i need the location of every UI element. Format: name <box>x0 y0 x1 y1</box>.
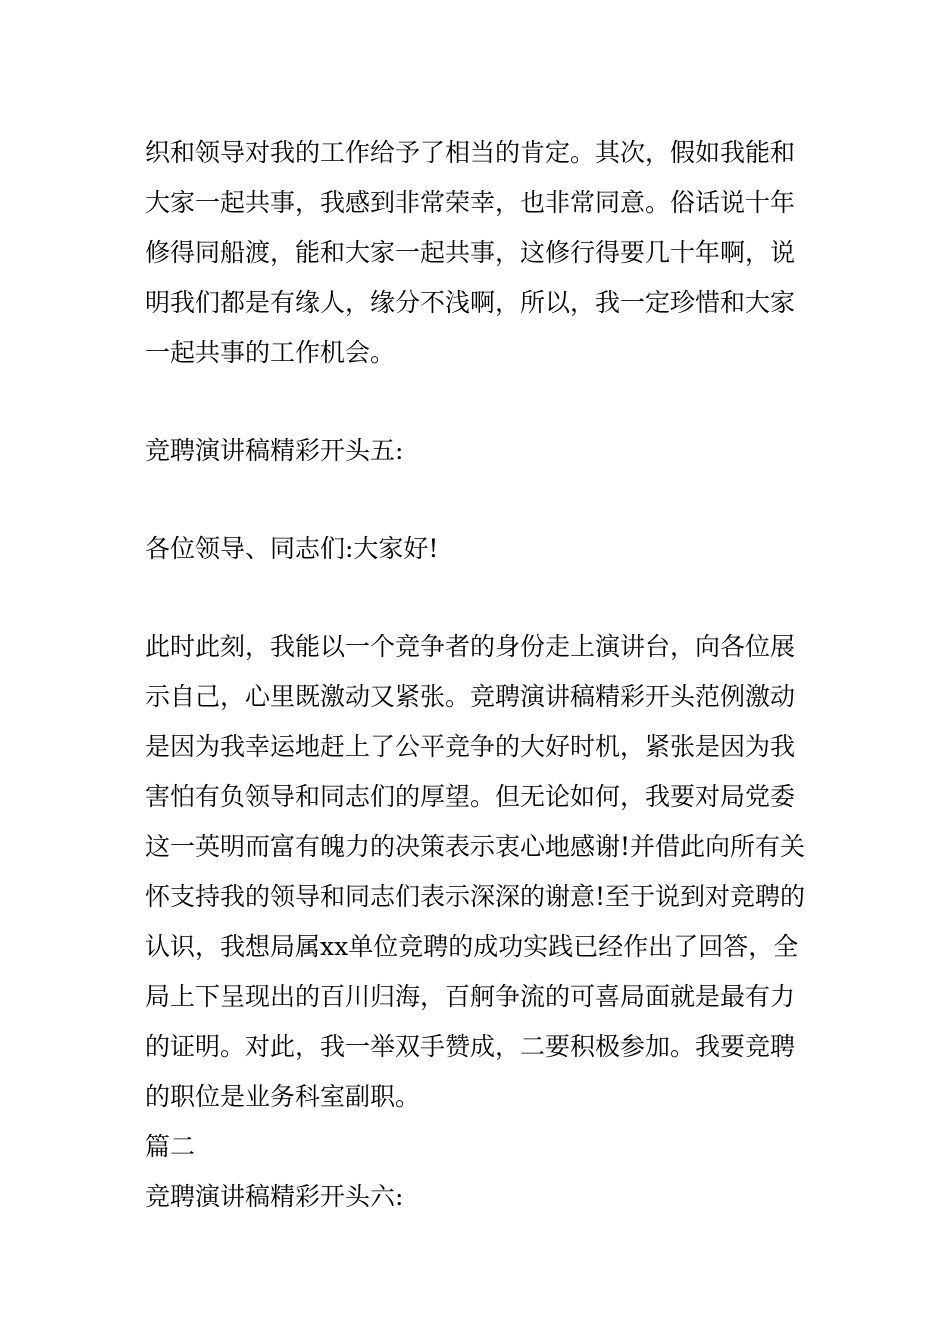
paragraph-speech-body: 此时此刻，我能以一个竞争者的身份走上演讲台，向各位展示自己，心里既激动又紧张。竞聘演讲稿精彩开头范例激动是因为我幸运地赶上了公平竞争的大好时机，紧张是因为我害怕有负领导和同志们的厚望。但无论如何，我要对局党委这一英明而富有魄力的决策表示衷心地感谢!并借此向所有关怀支持我的领导和同志们表示深深的谢意!至于说到对竞聘的认识，我想局属xx单位竞聘的成功实践已经作出了回答，全局上下呈现出的百川归海，百舸争流的可喜局面就是最有力的证明。对此，我一举双手赞成，二要积极参加。我要竞聘的职位是业务科室副职。 <box>145 632 806 1111</box>
section-heading-six: 竞聘演讲稿精彩开头六: <box>145 1182 404 1211</box>
greeting-line: 各位领导、同志们:大家好! <box>145 534 439 563</box>
section-heading-five: 竞聘演讲稿精彩开头五: <box>145 436 404 465</box>
document-page <box>145 128 810 1222</box>
paragraph-intro-continuation: 织和领导对我的工作给予了相当的肯定。其次，假如我能和大家一起共事，我感到非常荣幸，也非常同意。俗话说十年修得同船渡，能和大家一起共事，这修行得要几十年啊，说明我们都是有缘人，缘分不浅啊，所以，我一定珍惜和大家一起共事的工作机会。 <box>145 138 796 367</box>
part-label: 篇二 <box>145 1132 196 1161</box>
